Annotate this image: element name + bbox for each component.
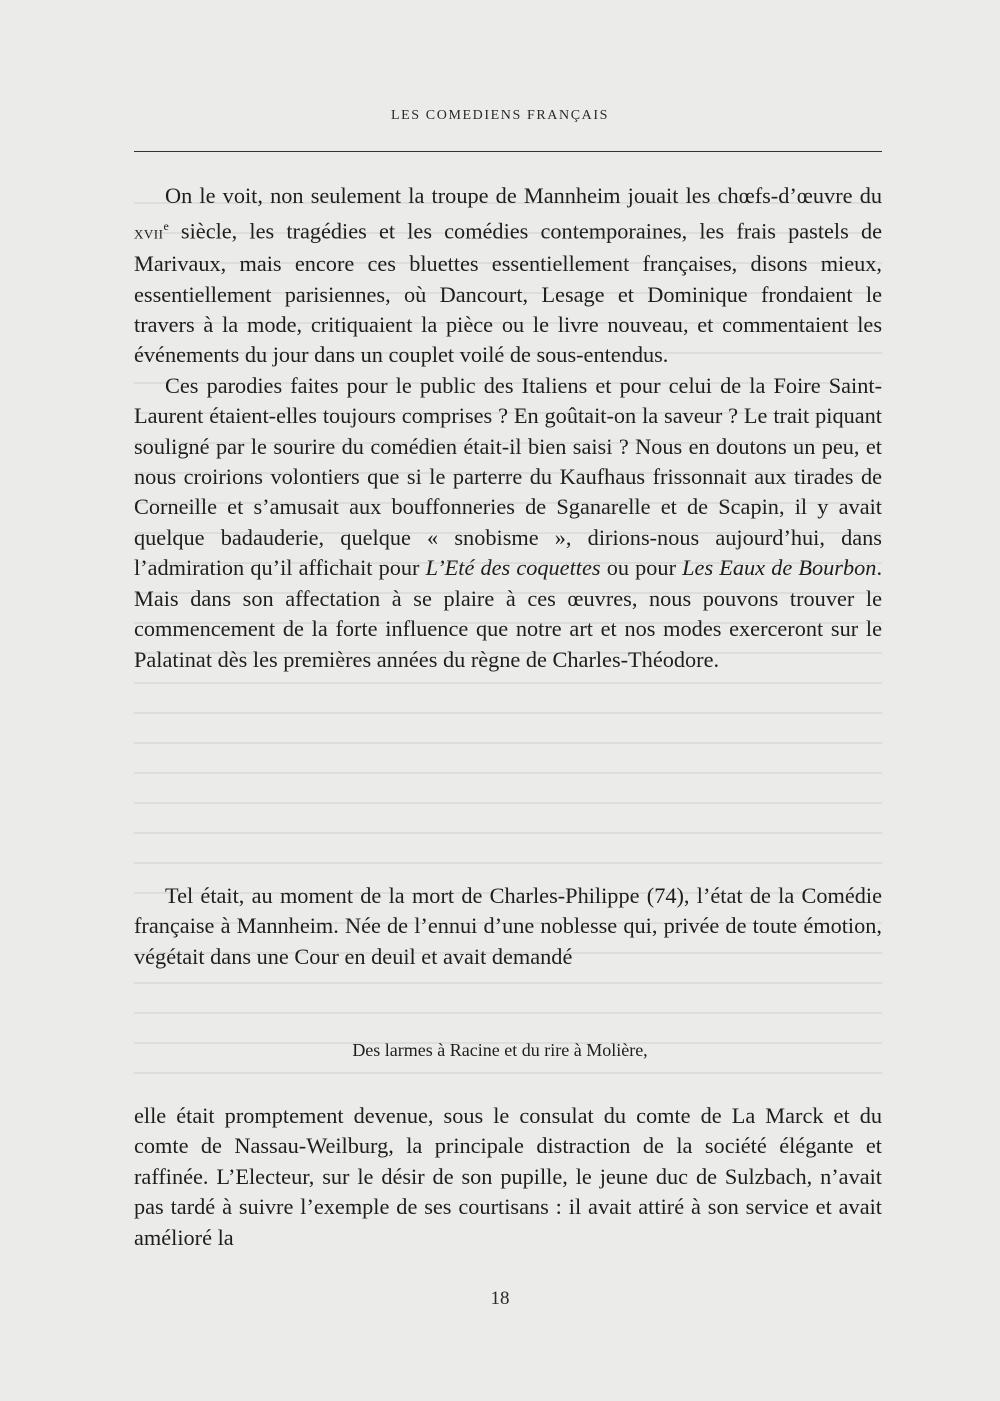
play-title-eaux-de-bourbon: Les Eaux de Bourbon (682, 555, 877, 581)
verse-quotation: Des larmes à Racine et du rire à Molière, (352, 1040, 648, 1060)
century-numeral: xvii (134, 222, 164, 244)
text-block-third (134, 1101, 882, 1253)
page-number: 18 (490, 1288, 510, 1309)
paragraph-4: elle était promptement devenue, sous le consulat du comte de La Marck et du comte de Nassau-Weilburg, la principale distraction de la société élégante et raffinée. L’Electeur, sur le désir de son pupille, le jeune duc de Sulzbach, n’avait pas tardé à suivre l’exemple de ses courtisans : il avait attiré à son service et avait amélioré la (134, 1103, 882, 1250)
paragraph-2: Ces parodies faites pour le public des Italiens et pour celui de la Foire Saint-Laurent étaient-elles toujours comprises ? En goûtait-on la saveur ? Le trait piquant souligné par le sourire du comédien était-il bien saisi ? Nous en doutons un peu, et nous croirions volontiers que si le parterre du Kaufhaus frissonnait aux tirades de Corneille et s’amusait aux bouffonneries de Sganarelle et de Scapin, il y avait quelque badauderie, quelque « snobisme », dirions-nous aujourd’hui, dans l’admiration qu’il affichait pour L’Eté des coquettes ou pour Les Eaux de Bourbon. Mais dans son affectation à se plaire à ces œuvres, nous pouvons trouver le commencement de la forte influence que notre art et nos modes exerceront sur le Palatinat dès les premières années du règne de Charles-Théodore. (134, 372, 883, 672)
text-block-main (134, 181, 882, 675)
running-header: LES COMEDIENS FRANÇAIS (391, 108, 609, 123)
header-rule (134, 151, 882, 152)
century-superscript: e (163, 219, 169, 234)
paragraph-3: Tel était, au moment de la mort de Charles-Philippe (74), l’état de la Comédie française à Mannheim. Née de l’ennui d’une noblesse qui, privée de toute émotion, végétait dans une Cour en deuil et avait demandé (134, 883, 882, 969)
text-block-second (134, 881, 882, 972)
play-title-ete-des-coquettes: L’Eté des coquettes (425, 555, 601, 581)
paragraph-1: On le voit, non seulement la troupe de Mannheim jouait les chœfs-d’œuvre du xvii$^e$ siècle, les tragédies et les comédies contemporaines, les frais pastels de Marivaux, mais encore ces bluettes essentiellement françaises, disons mieux, essentiellement parisiennes, où Dancourt, Lesage et Dominique frondaient le travers à la mode, critiquaient la pièce ou le livre nouveau, et commentaient les événements du jour dans un couplet voilé de sous-entendus. (134, 183, 882, 368)
